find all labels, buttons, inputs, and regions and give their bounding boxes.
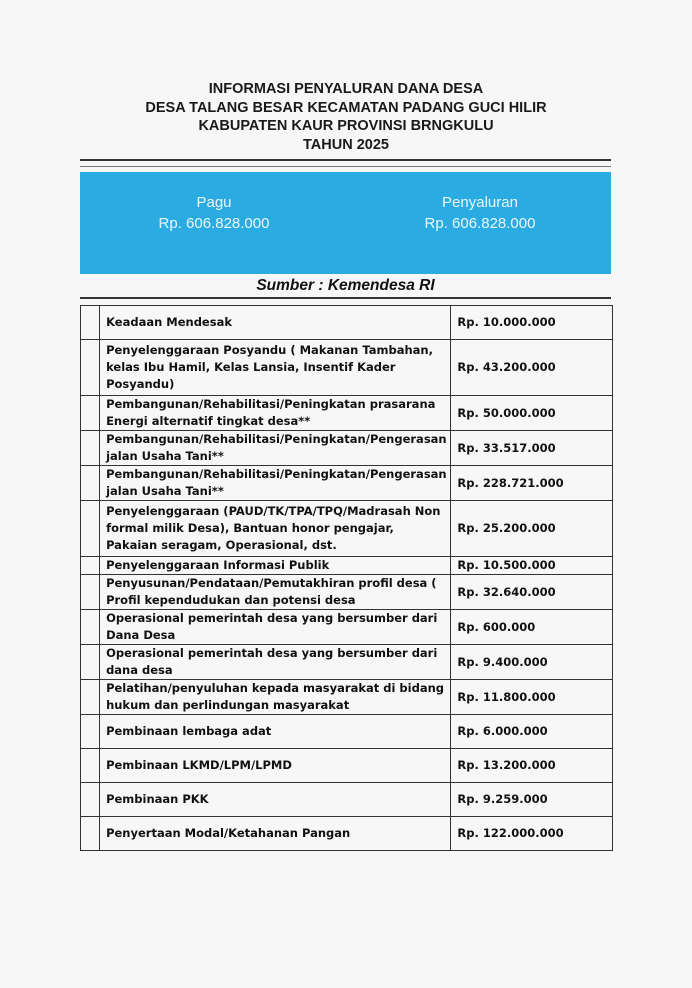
row-description: Penyelenggaraan (PAUD/TK/TPA/TPQ/Madrasah Non formal milik Desa), Bantuan honor pengajar, Pakaian seragam, Operasional, dst. bbox=[100, 501, 451, 557]
table-row bbox=[81, 680, 613, 715]
table-row bbox=[81, 749, 613, 783]
row-amount: Rp. 9.400.000 bbox=[451, 645, 613, 680]
row-description: Penyelenggaraan Informasi Publik bbox=[100, 557, 451, 575]
table-row bbox=[81, 645, 613, 680]
row-number-cell bbox=[81, 501, 100, 557]
row-number-cell bbox=[81, 575, 100, 610]
row-amount: Rp. 6.000.000 bbox=[451, 715, 613, 749]
row-amount: Rp. 50.000.000 bbox=[451, 396, 613, 431]
top-divider bbox=[80, 159, 611, 167]
title-line-2: DESA TALANG BESAR KECAMATAN PADANG GUCI HILIR bbox=[145, 99, 547, 116]
row-description: Pelatihan/penyuluhan kepada masyarakat di bidang hukum dan perlindungan masyarakat bbox=[100, 680, 451, 715]
row-number-cell bbox=[81, 396, 100, 431]
table-row bbox=[81, 575, 613, 610]
row-description: Pembinaan lembaga adat bbox=[100, 715, 451, 749]
row-description: Penyelenggaraan Posyandu ( Makanan Tambahan, kelas Ibu Hamil, Kelas Lansia, Insentif Kader Posyandu) bbox=[100, 340, 451, 396]
row-description: Penyusunan/Pendataan/Pemutakhiran profil desa ( Profil kependudukan dan potensi desa bbox=[100, 575, 451, 610]
row-description: Pembinaan PKK bbox=[100, 783, 451, 817]
row-amount: Rp. 10.000.000 bbox=[451, 306, 613, 340]
title-line-4: TAHUN 2025 bbox=[303, 136, 389, 153]
table-row bbox=[81, 783, 613, 817]
row-number-cell bbox=[81, 466, 100, 501]
row-amount: Rp. 43.200.000 bbox=[451, 340, 613, 396]
row-number-cell bbox=[81, 783, 100, 817]
row-amount: Rp. 122.000.000 bbox=[451, 817, 613, 851]
table-row bbox=[81, 715, 613, 749]
table-row bbox=[81, 306, 613, 340]
table-row bbox=[81, 466, 613, 501]
row-description: Penyertaan Modal/Ketahanan Pangan bbox=[100, 817, 451, 851]
row-description: Keadaan Mendesak bbox=[100, 306, 451, 340]
row-amount: Rp. 33.517.000 bbox=[451, 431, 613, 466]
table-row bbox=[81, 557, 613, 575]
row-description: Operasional pemerintah desa yang bersumber dari dana desa bbox=[100, 645, 451, 680]
row-description: Pembangunan/Rehabilitasi/Peningkatan prasarana Energi alternatif tingkat desa** bbox=[100, 396, 451, 431]
row-amount: Rp. 25.200.000 bbox=[451, 501, 613, 557]
row-number-cell bbox=[81, 340, 100, 396]
row-number-cell bbox=[81, 817, 100, 851]
row-number-cell bbox=[81, 557, 100, 575]
table-row bbox=[81, 396, 613, 431]
document-title bbox=[0, 80, 692, 154]
title-line-1: INFORMASI PENYALURAN DANA DESA bbox=[208, 81, 484, 97]
row-amount: Rp. 11.800.000 bbox=[451, 680, 613, 715]
row-amount: Rp. 228.721.000 bbox=[451, 466, 613, 501]
row-number-cell bbox=[81, 610, 100, 645]
pagu-label: Pagu bbox=[196, 194, 232, 211]
pagu-value: Rp. 606.828.000 bbox=[158, 215, 270, 232]
row-description: Pembangunan/Rehabilitasi/Peningkatan/Pengerasan jalan Usaha Tani** bbox=[100, 466, 451, 501]
source-caption: Sumber : Kemendesa RI bbox=[256, 277, 435, 294]
title-line-3: KABUPATEN KAUR PROVINSI BRNGKULU bbox=[198, 118, 494, 134]
table-row bbox=[81, 610, 613, 645]
row-amount: Rp. 10.500.000 bbox=[451, 557, 613, 575]
row-number-cell bbox=[81, 749, 100, 783]
row-description: Pembangunan/Rehabilitasi/Peningkatan/Pengerasan jalan Usaha Tani** bbox=[100, 431, 451, 466]
penyaluran-value: Rp. 606.828.000 bbox=[424, 215, 536, 232]
row-number-cell bbox=[81, 645, 100, 680]
table-row bbox=[81, 431, 613, 466]
row-amount: Rp. 9.259.000 bbox=[451, 783, 613, 817]
row-amount: Rp. 32.640.000 bbox=[451, 575, 613, 610]
pagu-block bbox=[104, 192, 324, 234]
row-number-cell bbox=[81, 431, 100, 466]
row-amount: Rp. 600.000 bbox=[451, 610, 613, 645]
penyaluran-label: Penyaluran bbox=[442, 194, 518, 211]
row-number-cell bbox=[81, 715, 100, 749]
table-row bbox=[81, 817, 613, 851]
row-number-cell bbox=[81, 680, 100, 715]
row-description: Pembinaan LKMD/LPM/LPMD bbox=[100, 749, 451, 783]
penyaluran-block bbox=[370, 192, 590, 234]
table-row bbox=[81, 501, 613, 557]
row-number-cell bbox=[81, 306, 100, 340]
row-amount: Rp. 13.200.000 bbox=[451, 749, 613, 783]
allocation-table bbox=[80, 305, 613, 851]
row-description: Operasional pemerintah desa yang bersumber dari Dana Desa bbox=[100, 610, 451, 645]
summary-panel bbox=[80, 172, 611, 274]
table-row bbox=[81, 340, 613, 396]
